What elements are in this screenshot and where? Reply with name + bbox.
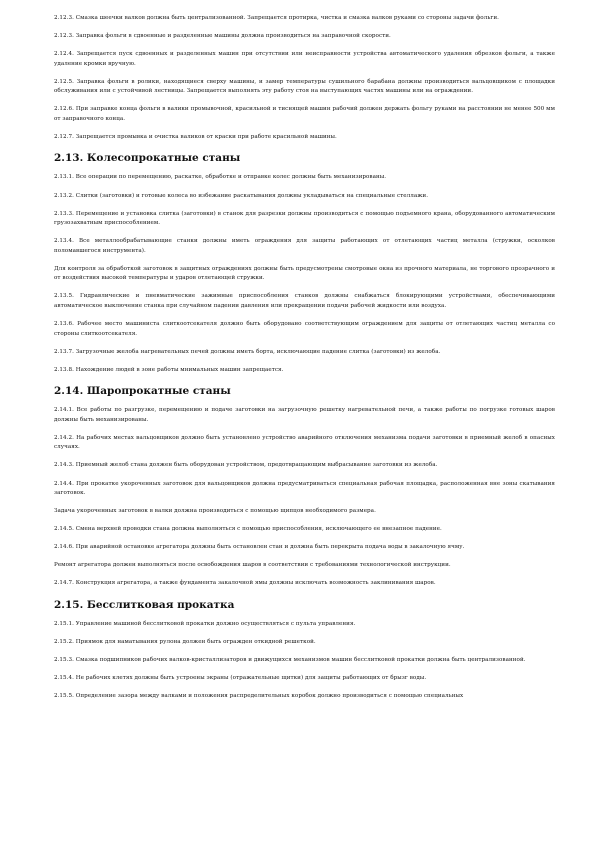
section-heading: 2.14. Шаропрокатные станы (54, 385, 231, 398)
paragraph: 2.15.5. Определение зазора между валками и положения распределительных коробок должно производиться с помощью специальных (54, 693, 464, 700)
section-heading: 2.13. Колесопрокатные станы (54, 152, 241, 165)
paragraph: 2.14.1. Все работы по разгрузке, перемещению и подаче заготовки на загрузочную решетку нагревательной печи, а также работы по погрузке готовых шаров должны быть механизированы. (54, 407, 555, 423)
section-heading: 2.15. Бесслитковая прокатка (54, 598, 235, 611)
paragraph: 2.12.4. Запрещается пуск сдвоенных и разделенных машин при отсутствии или неисправности устройства автоматического удаления обрезков фольги, а также удаление кромки вручную. (54, 51, 555, 67)
paragraph: 2.13.2. Слитки (заготовки) и готовые колеса во избежание раскатывания должны укладываться на специальные стеллажи. (54, 192, 429, 199)
paragraph: 2.13.6. Рабочее место машиниста слиткоотсекателя должно быть оборудовано соответствующим ограждением для защиты от отлетающих частиц металла со стороны слиткоотсекателя. (54, 321, 555, 337)
paragraph: 2.13.1. Все операции по перемещению, раскатке, обработке и отправке колес должны быть механизированы. (54, 174, 387, 181)
paragraph: 2.12.5. Заправка фольги в ролики, находящиеся сверху машины, и замер температуры сушильного барабана должны производиться вальцовщиком с площадки обслуживания или с устойчивой лестницы. Запрещается выполнять эту работу стоя на выступающих частях машины или на ограждении. (54, 78, 555, 95)
paragraph: Для контроля за обработкой заготовок в защитных ограждениях должны быть предусмотрены смотровые окна из прочного материала, не торгового прозрачного и от воздействия высокой температуры и ударов отлетающей стружки. (54, 265, 555, 282)
paragraph: 2.13.5. Гидравлические и пневматические зажимные приспособления станков должны снабжаться блокирующими устройствами, обеспечивающими автоматическое выключение станка при случайном падении давления или прекращении подачи рабочей жидкости или воздуха. (54, 293, 555, 309)
document-body (54, 14, 555, 702)
paragraph: 2.13.3. Перемещение и установка слитка (заготовки) в станок для разрезки должны производиться с помощью подъемного крана, оборудованного автоматическим грузозахватным приспособлением. (54, 210, 555, 227)
paragraph: 2.12.6. При заправке конца фольги в валики промывочной, красильной и тиснящей машин рабочий должен держать фольгу руками на расстоянии не менее 500 мм от заправочного конца. (54, 106, 555, 122)
paragraph: 2.14.6. При аварийной остановке агрегатора должны быть остановлен стан и должна быть перекрыта подача воды в закалочную ячму. (54, 544, 465, 551)
paragraph: 2.14.7. Конструкция агрегатора, а также фундамента закалочной ямы должны исключать возможность заклинивания шаров. (54, 580, 436, 587)
paragraph: 2.15.1. Управление машиной бесслитковой прокатки должно осуществляться с пульта управления. (54, 620, 356, 627)
paragraph: 2.13.4. Все металлообрабатывающие станки должны иметь ограждения для защиты работающих от отлетающих частиц металла (стружки, осколков поломавшегося инструмента). (54, 238, 555, 254)
paragraph: 2.14.4. При прокатке укороченных заготовок для вальцовщиков должна предусматриваться специальная рабочая площадка, расположенная вне зоны скатывания заготовок. (54, 480, 555, 496)
paragraph: 2.12.7. Запрещается промывка и очистка валиков от краски при работе красильной машины. (54, 133, 337, 140)
paragraph: 2.15.3. Смазка подшипников рабочих валков-кристаллизаторов и движущихся механизмов машин бесслитковой прокатки должна быть централизованной. (54, 657, 526, 664)
paragraph: 2.12.3. Заправка фольги в сдвоенные и разделенные машины должна производиться на заправочной скорости. (54, 33, 391, 40)
paragraph: Ремонт агрегатора должен выполняться после освобождения шаров в соответствии с требованиями технологической инструкции. (54, 562, 451, 569)
paragraph: 2.15.2. Приямок для наматывания рулона должен быть огражден откидной решеткой. (54, 639, 316, 646)
paragraph: Задача укороченных заготовок в валки должна производиться с помощью щипцов необходимого размера. (54, 508, 376, 515)
paragraph: 2.12.3. Смазка шеечки валков должна быть централизованной. Запрещается протирка, чистка и смазка валков руками со стороны задачи фольги. (54, 15, 500, 21)
paragraph: 2.13.7. Загрузочные желоба нагревательных печей должны иметь борта, исключающие падение слитка (заготовки) из желоба. (54, 348, 441, 355)
paragraph: 2.15.4. Не рабочих клетях должны быть устроены экраны (отражательные щитки) для защиты работающих от брызг воды. (54, 675, 427, 682)
paragraph: 2.14.5. Смена верхней проводки стана должна выполняться с помощью приспособления, исключающего ее внезапное падение. (54, 526, 442, 533)
paragraph: 2.13.8. Нахождение людей в зоне работы мнимальных машин запрещается. (54, 366, 284, 373)
paragraph: 2.14.2. На рабочих местах вальцовщиков должно быть установлено устройство аварийного отключения механизма подачи заготовки в приемный желоб в опасных случаях. (54, 434, 555, 451)
paragraph: 2.14.3. Приемный желоб стана должен быть оборудован устройством, предотвращающим выбрасывание заготовки из желоба. (54, 462, 438, 469)
